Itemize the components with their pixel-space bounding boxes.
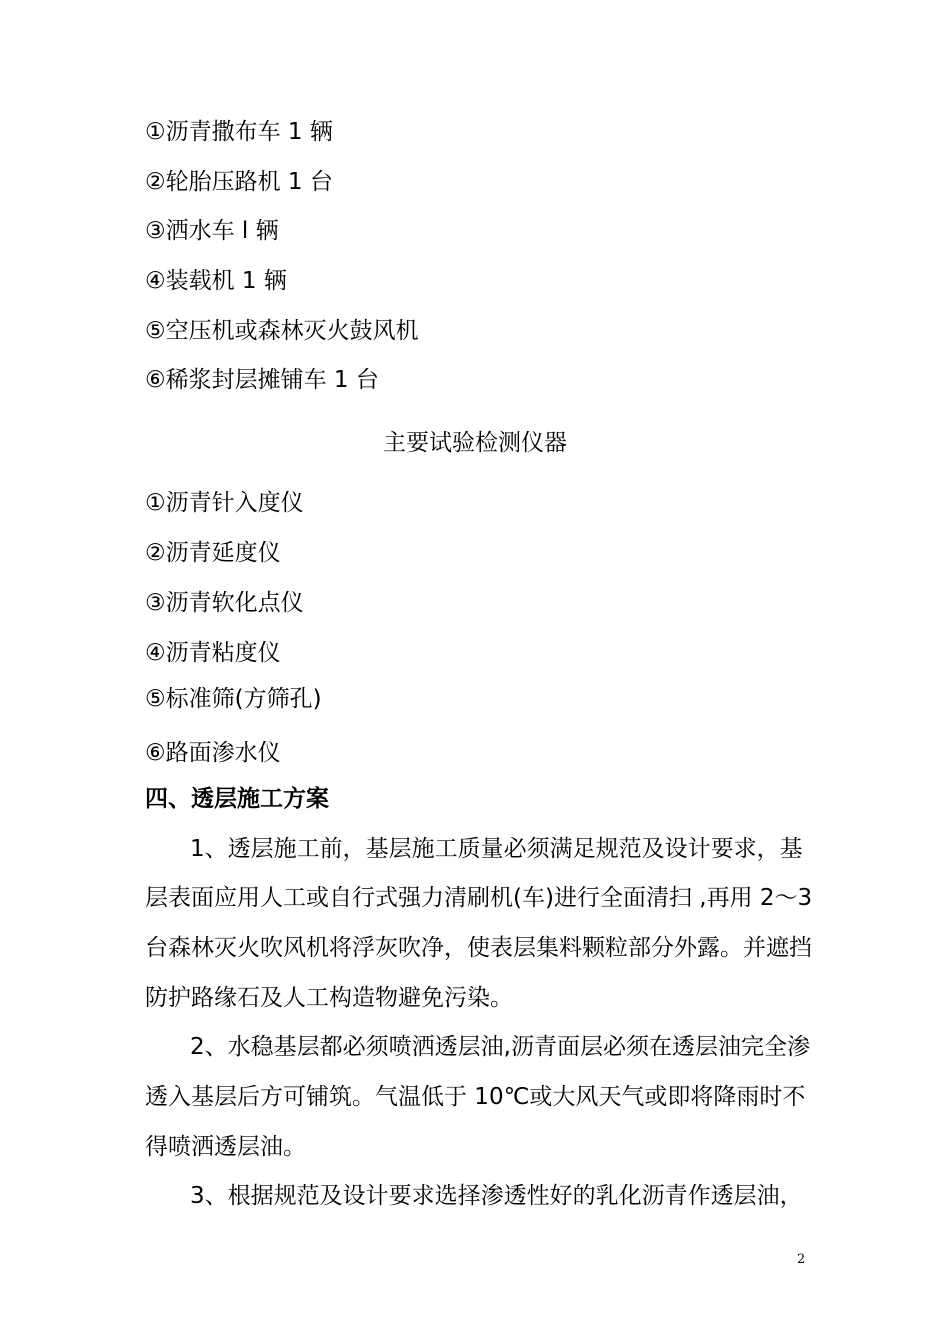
instrument-item: ②沥青延度仪 [145, 540, 281, 566]
instrument-item: ④沥青粘度仪 [145, 640, 281, 666]
equipment-item: ①沥青撒布车 1 辆 [145, 119, 333, 145]
equipment-item: ④装载机 1 辆 [145, 268, 287, 294]
paragraph-line: 透入基层后方可铺筑。气温低于 10℃或大风天气或即将降雨时不 [145, 1084, 806, 1110]
paragraph-line: 1、透层施工前，基层施工质量必须满足规范及设计要求，基 [190, 836, 803, 862]
instrument-item: ①沥青针入度仪 [145, 490, 304, 516]
page-number: 2 [797, 1252, 806, 1267]
equipment-item: ③洒水车 l 辆 [145, 218, 279, 244]
paragraph-line: 3、根据规范及设计要求选择渗透性好的乳化沥青作透层油， [190, 1183, 803, 1209]
paragraph-line: 2、水稳基层都必须喷洒透层油,沥青面层必须在透层油完全渗 [190, 1034, 810, 1060]
instrument-item: ⑤标准筛(方筛孔) [145, 686, 322, 712]
equipment-item: ⑤空压机或森林灭火鼓风机 [145, 318, 419, 344]
paragraph-line: 防护路缘石及人工构造物避免污染。 [145, 985, 513, 1011]
paragraph-line: 台森林灭火吹风机将浮灰吹净，使表层集料颗粒部分外露。并遮挡 [145, 935, 812, 961]
instrument-item: ⑥路面渗水仪 [145, 740, 281, 766]
equipment-item: ⑥稀浆封层摊铺车 1 台 [145, 367, 379, 393]
paragraph-line: 层表面应用人工或自行式强力清刷机(车)进行全面清扫 ,再用 2～3 [145, 885, 813, 911]
section-title: 四、透层施工方案 [145, 786, 329, 812]
instrument-item: ③沥青软化点仪 [145, 590, 304, 616]
instruments-heading: 主要试验检测仪器 [383, 430, 567, 456]
equipment-item: ②轮胎压路机 1 台 [145, 169, 333, 195]
paragraph-line: 得喷洒透层油。 [145, 1134, 306, 1160]
